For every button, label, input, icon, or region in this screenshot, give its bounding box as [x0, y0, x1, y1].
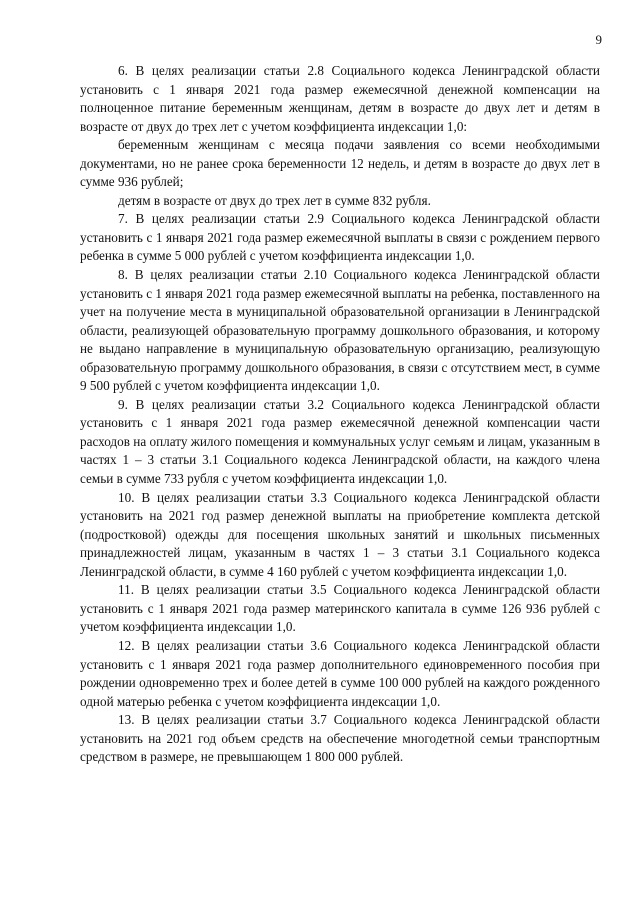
paragraph-7: 7. В целях реализации статьи 2.9 Социального кодекса Ленинградской области установить с 1 января 2021 года размер ежемесячной выплаты в связи с рождением первого ребенка в сумме 5 000 рублей с учетом коэффициента индексации 1,0.	[80, 211, 600, 264]
paragraph-10: 10. В целях реализации статьи 3.3 Социального кодекса Ленинградской области установить на 2021 год размер денежной выплаты на приобретение комплекта детской (подростковой) одежды для посещения школьных занятий и школьных письменных принадлежностей лицам, указанным в частях 1 – 3 статьи 3.1 Социального кодекса Ленинградской области, в сумме 4 160 рублей с учетом коэффициента индексации 1,0.	[80, 489, 600, 579]
paragraph-12: 12. В целях реализации статьи 3.6 Социального кодекса Ленинградской области установить с 1 января 2021 года размер дополнительного единовременного пособия при рождении одновременно трех и более детей в сумме 100 000 рублей на каждого рожденного одной матерью ребенка с учетом коэффициента индексации 1,0.	[80, 637, 600, 709]
paragraph-6: 6. В целях реализации статьи 2.8 Социального кодекса Ленинградской области установить с 1 января 2021 года размер ежемесячной денежной компенсации на полноценное питание беременным женщинам, детям в возрасте до двух лет и детям в возрасте от двух до трех лет с учетом коэффициента индексации 1,0:	[80, 63, 600, 134]
paragraph-11: 11. В целях реализации статьи 3.5 Социального кодекса Ленинградской области установить с 1 января 2021 года размер материнского капитала в сумме 126 936 рублей с учетом коэффициента индексации 1,0.	[80, 582, 600, 635]
page-number: 9	[595, 32, 602, 47]
paragraph-6-pregnant-women: беременным женщинам с месяца подачи заявления со всеми необходимыми документами, но не ранее срока беременности 12 недель, и детям в возрасте до двух лет в сумме 936 рублей;	[80, 137, 600, 190]
paragraph-8: 8. В целях реализации статьи 2.10 Социального кодекса Ленинградской области установить с 1 января 2021 года размер ежемесячной выплаты на ребенка, поставленного на учет на получение места в муниципальной образовательной организации в Ленинградской области, реализующей образовательную программу дошкольного образования, и которому не выдано направление в муниципальную образовательную организацию, реализующую образовательную программу дошкольного образования, в связи с отсутствием мест, в сумме 9 500 рублей с учетом коэффициента индексации 1,0.	[80, 267, 600, 394]
paragraph-6-children-two-three: детям в возрасте от двух до трех лет в сумме 832 рубля.	[118, 192, 431, 208]
paragraph-9: 9. В целях реализации статьи 3.2 Социального кодекса Ленинградской области установить с 1 января 2021 года размер ежемесячной денежной компенсации части расходов на оплату жилого помещения и коммунальных услуг семьям и лицам, указанным в частях 1 – 3 статьи 3.1 Социального кодекса Ленинградской области, на каждого члена семьи в сумме 733 рубля с учетом коэффициента индексации 1,0.	[80, 396, 600, 487]
document-body	[80, 62, 600, 767]
paragraph-13: 13. В целях реализации статьи 3.7 Социального кодекса Ленинградской области установить на 2021 год объем средств на обеспечение многодетной семьи транспортным средством в размере, не превышающем 1 800 000 рублей.	[80, 712, 600, 765]
